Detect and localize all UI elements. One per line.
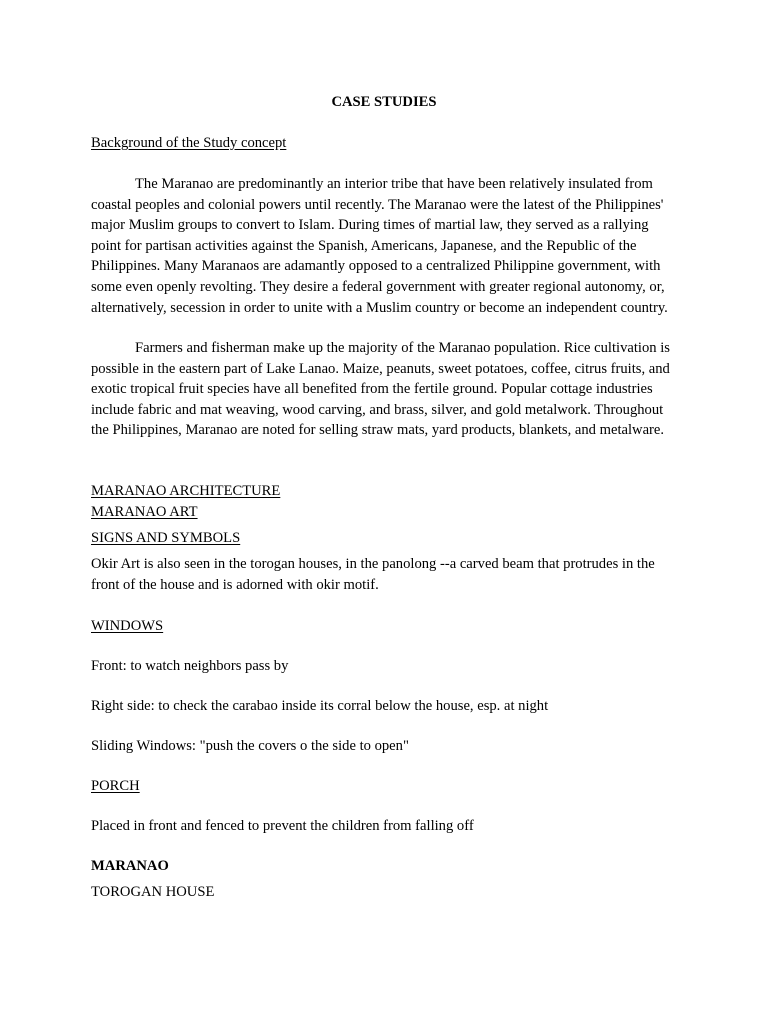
maranao-label: MARANAO (91, 858, 169, 874)
signs-symbols-heading: SIGNS AND SYMBOLS (91, 530, 241, 546)
porch-heading: PORCH (91, 778, 140, 794)
windows-item-right-side: Right side: to check the carabao inside its corral below the house, esp. at night (91, 698, 549, 714)
windows-heading: WINDOWS (91, 618, 164, 634)
okir-art-paragraph: Okir Art is also seen in the torogan houses, in the panolong --a carved beam that protrudes in the front of the house and is adorned with okir motif. (91, 556, 655, 593)
windows-item-sliding: Sliding Windows: "push the covers o the side to open" (91, 738, 409, 754)
torogan-house-label: TOROGAN HOUSE (91, 884, 215, 900)
page-title: CASE STUDIES (331, 94, 437, 110)
art-heading: MARANAO ART (91, 504, 198, 520)
porch-text: Placed in front and fenced to prevent the children from falling off (91, 818, 474, 834)
architecture-heading: MARANAO ARCHITECTURE (91, 483, 281, 499)
paragraph-maranao-history: The Maranao are predominantly an interior tribe that have been relatively insulated from coastal peoples and colonial powers until recently. The Maranao were the latest of the Philippines' major Muslim groups to convert to Islam. During times of martial law, they served as a rallying point for partisan activities against the Spanish, Americans, Japanese, and the Republic of the Philippines. Many Maranaos are adamantly opposed to a centralized Philippine government, with some even openly revolting. They desire a federal government with greater regional autonomy, or, alternatively, secession in order to unite with a Muslim country or become an independent country. (91, 176, 668, 316)
background-heading: Background of the Study concept (91, 135, 287, 151)
paragraph-maranao-economy: Farmers and fisherman make up the majority of the Maranao population. Rice cultivation is possible in the eastern part of Lake Lanao. Maize, peanuts, sweet potatoes, coffee, citrus fruits, and exotic tropical fruit species have all benefited from the fertile ground. Popular cottage industries include fabric and mat weaving, wood carving, and brass, silver, and gold metalwork. Throughout the Philippines, Maranao are noted for selling straw mats, yard products, blankets, and metalware. (91, 340, 670, 439)
windows-item-front: Front: to watch neighbors pass by (91, 658, 289, 674)
